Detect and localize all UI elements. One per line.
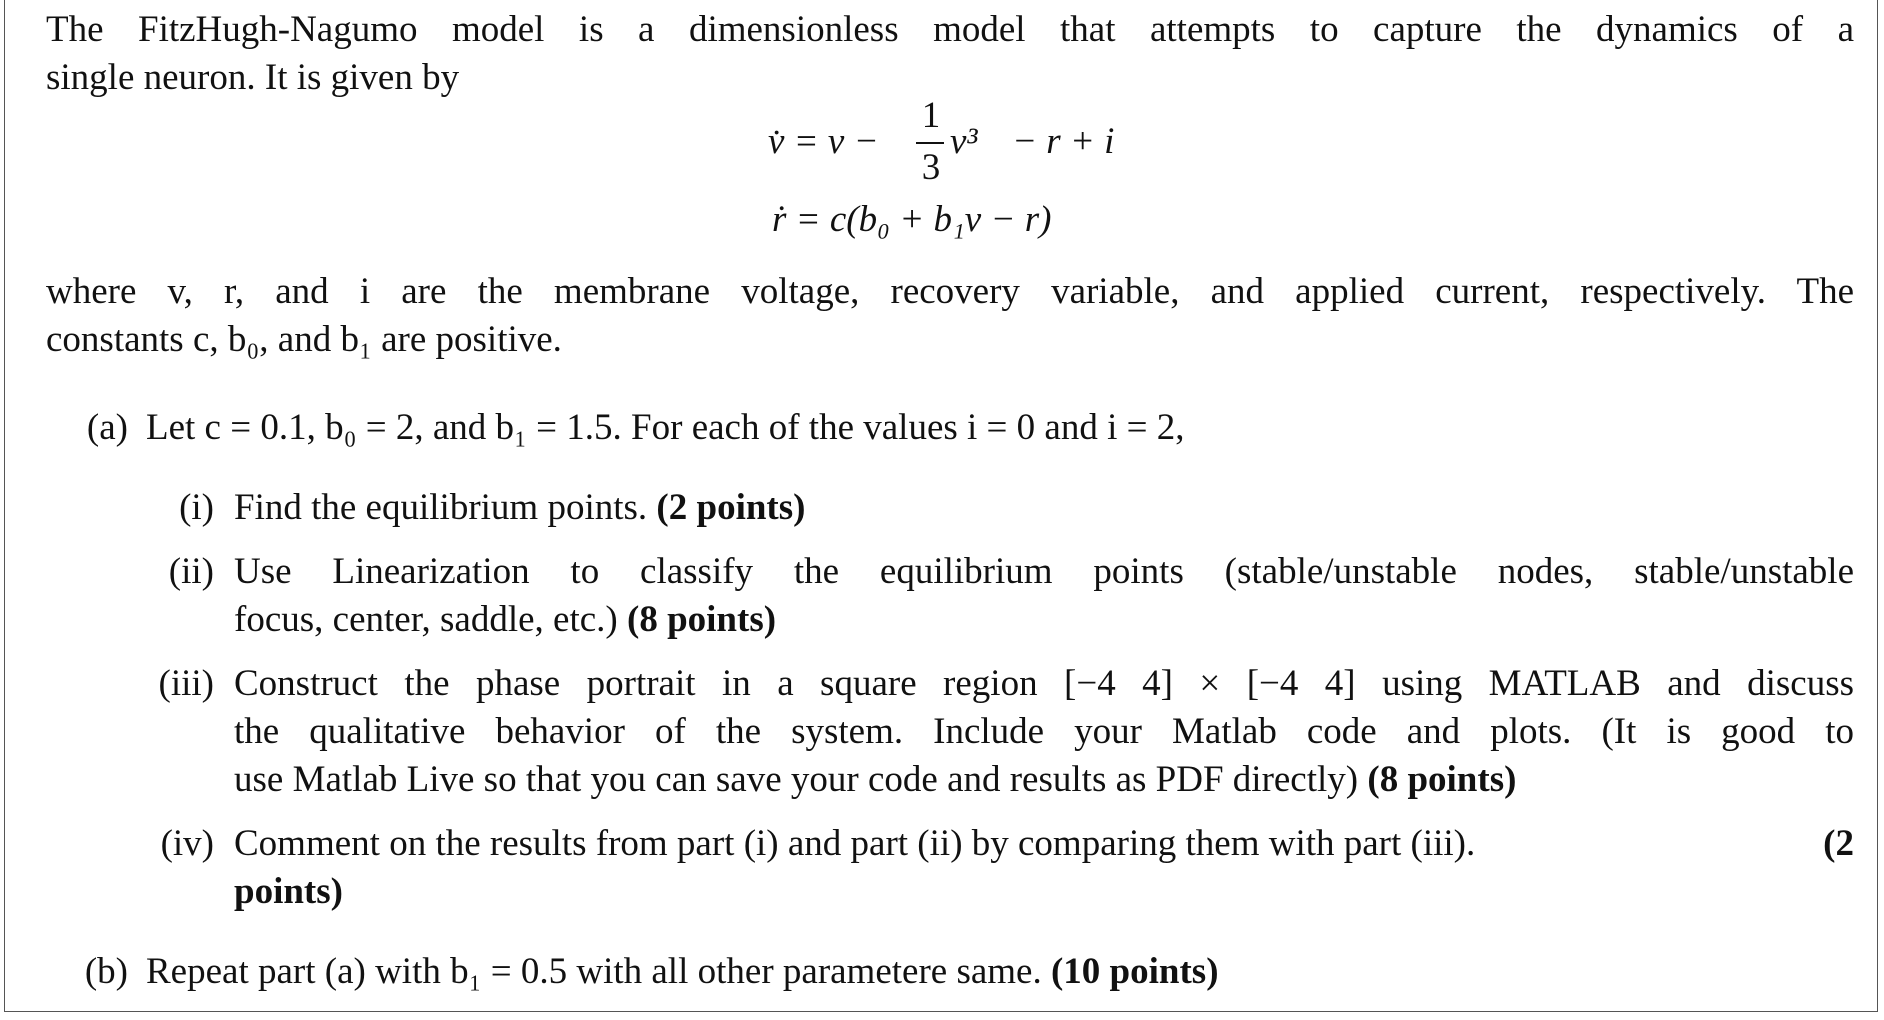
part-a-ii-line2: focus, center, saddle, etc.) <box>234 599 618 640</box>
part-a-iii-line2: the qualitative behavior of the system. Include your Matlab code and plots. (It is good to <box>234 711 1854 752</box>
part-a-i-line1: Find the equilibrium points. <box>234 487 648 528</box>
part-a-iii-points: (8 points) <box>1367 759 1517 800</box>
part-a-text: Let c = 0.1, b₀ = 2, and b₁ = 1.5. For each of the values i = 0 and i = 2, <box>146 407 1185 448</box>
part-a-marker: (a) <box>86 407 128 448</box>
part-b-text-wrap <box>146 948 1219 996</box>
part-a-iii-line3-wrap <box>234 756 1516 804</box>
part-a-i-marker: (i) <box>179 487 214 528</box>
intro-line-1: The FitzHugh-Nagumo model is a dimensionless model that attempts to capture the dynamics of a <box>46 9 1854 50</box>
equation-r: ṙ = c(b₀ + b₁v − r) <box>772 199 1052 240</box>
part-a-ii-points: (8 points) <box>627 599 777 640</box>
equation-v-tail: − r + i <box>1012 121 1115 162</box>
part-b-text: Repeat part (a) with b₁ = 0.5 with all other parametere same. <box>146 951 1042 992</box>
part-a-i-points: (2 points) <box>656 487 806 528</box>
part-b-points: (10 points) <box>1050 951 1219 992</box>
part-a-i-text <box>234 484 805 532</box>
part-b-marker: (b) <box>84 951 128 992</box>
equation-fraction-bar <box>916 142 944 144</box>
where-line-1: where v, r, and i are the membrane voltage, recovery variable, and applied current, respectively. The <box>46 271 1854 312</box>
part-a-iv-line1-wrap <box>234 820 1854 868</box>
part-a-ii-line1: Use Linearization to classify the equilibrium points (stable/unstable nodes, stable/unstable <box>234 551 1854 592</box>
part-a-iii-line1: Construct the phase portrait in a square region [−4 4] × [−4 4] using MATLAB and discuss <box>234 663 1854 704</box>
part-a-iv-line1: Comment on the results from part (i) and part (ii) by comparing them with part (iii). <box>234 823 1476 864</box>
part-a-ii-marker: (ii) <box>168 551 214 592</box>
part-a-iv-marker: (iv) <box>160 823 214 864</box>
part-a-iii-line3: use Matlab Live so that you can save your code and results as PDF directly) <box>234 759 1359 800</box>
part-a-iv-points-a: (2 <box>1823 823 1854 864</box>
equation-v-lhs: v̇ = v − <box>768 121 879 162</box>
equation-fraction-denominator: 3 <box>921 147 941 188</box>
equation-cubic-term: v³ <box>950 121 978 162</box>
part-a-iii-marker: (iii) <box>158 663 214 704</box>
where-line-2: constants c, b₀, and b₁ are positive. <box>46 319 562 360</box>
part-a-iv-points-b: points) <box>234 871 343 912</box>
intro-line-2: single neuron. It is given by <box>46 57 460 98</box>
equation-fraction-numerator: 1 <box>921 95 941 136</box>
part-a-ii-line2-wrap <box>234 596 776 644</box>
